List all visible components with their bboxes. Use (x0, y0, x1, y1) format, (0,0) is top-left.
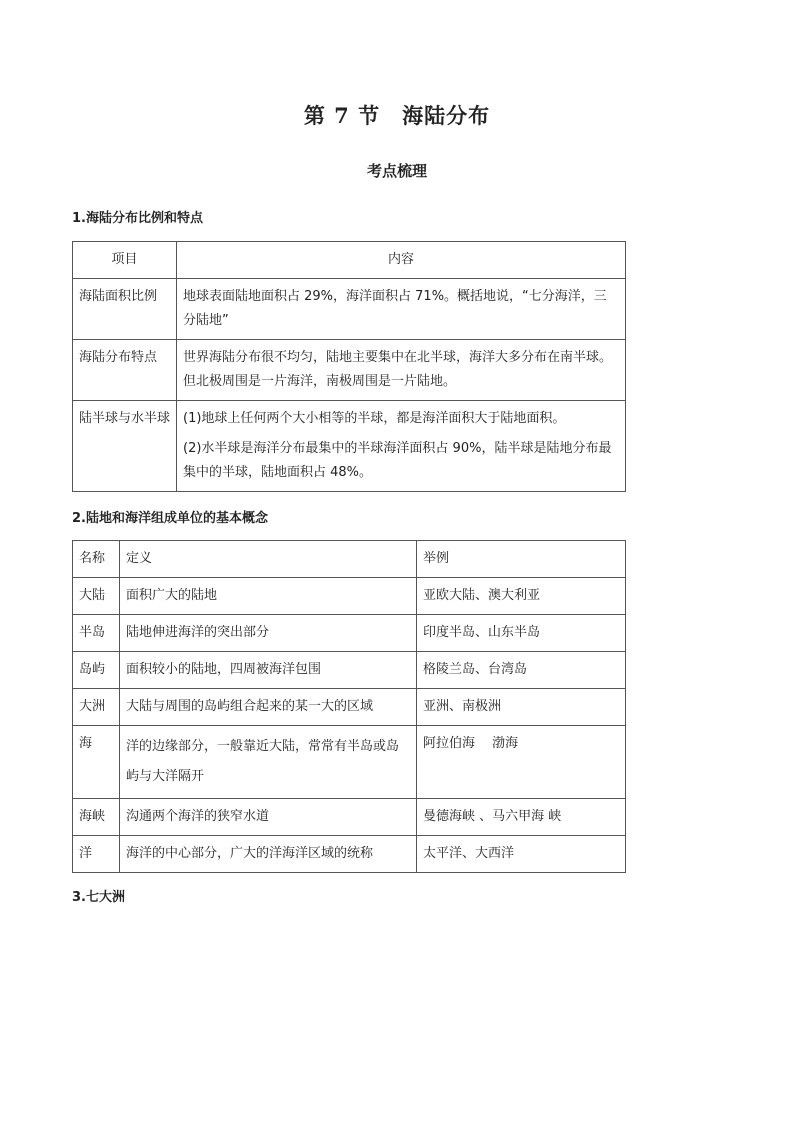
content-text: 世界海陆分布很不均匀，陆地主要集中在北半球，海洋大多分布在南半球。但北极周围是一片海洋，南极周围是一片陆地。 (183, 350, 613, 389)
definition-cell: 海洋的中心部分，广大的洋海洋区域的统称 (120, 836, 417, 873)
table-row (73, 279, 626, 340)
table-header-row (73, 242, 626, 279)
example-cell: 格陵兰岛、台湾岛 (417, 652, 626, 689)
name-cell: 大陆 (73, 578, 120, 615)
table-header-row (73, 541, 626, 578)
example-cell: 阿拉伯海 渤海 (417, 726, 626, 799)
example-cell: 亚洲、南极洲 (417, 689, 626, 726)
definition-cell: 沟通两个海洋的狭窄水道 (120, 799, 417, 836)
item-cell: 海陆分布特点 (73, 340, 177, 401)
header-cell-example: 举例 (417, 541, 626, 578)
name-cell: 岛屿 (73, 652, 120, 689)
table-row (73, 578, 626, 615)
header-cell-content: 内容 (177, 242, 626, 279)
definition-cell: 大陆与周围的岛屿组合起来的某一大的区域 (120, 689, 417, 726)
definition-cell: 洋的边缘部分，一般靠近大陆，常常有半岛或岛屿与大洋隔开 (120, 726, 417, 799)
table-row (73, 799, 626, 836)
name-cell: 半岛 (73, 615, 120, 652)
name-cell: 海峡 (73, 799, 120, 836)
example-cell: 印度半岛、山东半岛 (417, 615, 626, 652)
content-text: (2)水半球是海洋分布最集中的半球海洋面积占 90%，陆半球是陆地分布最集中的半球，陆地面积占 48%。 (183, 441, 612, 480)
section-heading-3: 3.七大洲 (72, 890, 125, 905)
example-cell: 曼德海峡 、马六甲海 峡 (417, 799, 626, 836)
table-row (73, 340, 626, 401)
item-cell: 陆半球与水半球 (73, 401, 177, 492)
name-cell: 海 (73, 726, 120, 799)
content-cell (177, 279, 626, 340)
table-row (73, 615, 626, 652)
example-cell: 亚欧大陆、澳大利亚 (417, 578, 626, 615)
header-cell-name: 名称 (73, 541, 120, 578)
definition-cell: 面积广大的陆地 (120, 578, 417, 615)
content-text: (1)地球上任何两个大小相等的半球，都是海洋面积大于陆地面积。 (183, 411, 566, 426)
page-subtitle: 考点梳理 (366, 162, 427, 180)
section-heading-2: 2.陆地和海洋组成单位的基本概念 (72, 511, 268, 526)
example-cell: 太平洋、大西洋 (417, 836, 626, 873)
definition-cell: 面积较小的陆地，四周被海洋包围 (120, 652, 417, 689)
table-row (73, 726, 626, 799)
land-sea-units-table (72, 540, 626, 873)
definition-cell: 陆地伸进海洋的突出部分 (120, 615, 417, 652)
table-row (73, 652, 626, 689)
section-heading-1: 1.海陆分布比例和特点 (72, 211, 203, 226)
sea-land-ratio-table (72, 241, 626, 492)
content-text: 地球表面陆地面积占 29%，海洋面积占 71%。概括地说，“七分海洋，三分陆地” (183, 289, 607, 328)
item-cell: 海陆面积比例 (73, 279, 177, 340)
content-cell (177, 340, 626, 401)
table-row (73, 836, 626, 873)
table-row (73, 401, 626, 492)
page-title: 第 7 节 海陆分布 (303, 103, 491, 128)
table-row (73, 689, 626, 726)
header-cell-definition: 定义 (120, 541, 417, 578)
header-cell-item: 项目 (73, 242, 177, 279)
name-cell: 洋 (73, 836, 120, 873)
content-cell (177, 401, 626, 492)
name-cell: 大洲 (73, 689, 120, 726)
